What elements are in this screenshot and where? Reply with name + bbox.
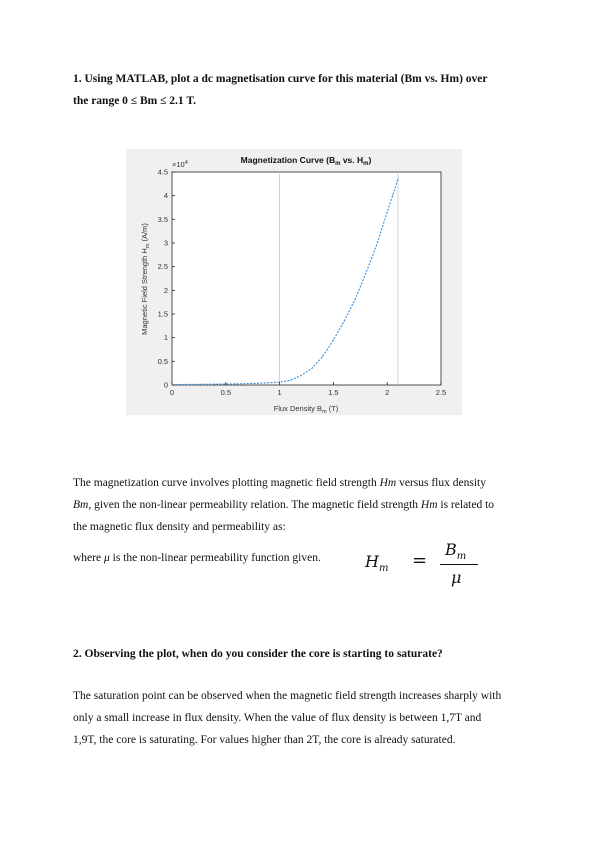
- plot-area: [172, 172, 441, 385]
- y-tick-label: 4: [163, 191, 168, 201]
- data-point: [322, 356, 323, 357]
- x-tick-label: 2: [385, 388, 390, 397]
- data-point: [344, 321, 345, 322]
- y-exponent-label: $\times 10^4$: [172, 160, 188, 169]
- data-point: [172, 384, 173, 385]
- data-point: [193, 384, 194, 385]
- paragraph-1-line-3: the magnetic flux density and permeability as:: [73, 521, 286, 533]
- question-1-line-1: 1. Using MATLAB, plot a dc magnetisation curve for this material (Bm vs. Hm) over: [73, 73, 488, 85]
- x-tick-label: 0.5: [220, 388, 232, 397]
- formula-numerator: $B_m$: [445, 540, 467, 563]
- data-point: [279, 382, 280, 383]
- data-point: [354, 299, 355, 300]
- data-point: [365, 273, 366, 274]
- answer-line-3: 1,9T, the core is saturating. For values higher than 2T, the core is already saturated.: [73, 734, 456, 746]
- data-point: [311, 368, 312, 369]
- answer-line-1: The saturation point can be observed when the magnetic field strength increases sharply with: [73, 690, 502, 702]
- x-tick-label: 1: [277, 388, 282, 397]
- paragraph-1-line-2: Bm, given the non-linear permeability relation. The magnetic field strength Hm is related to: [73, 499, 495, 511]
- data-point: [387, 212, 388, 213]
- y-tick-label: 1.5: [157, 309, 168, 319]
- x-tick-label: 0: [169, 388, 175, 397]
- data-point: [215, 384, 216, 385]
- formula-lhs: $H_m$: [365, 552, 389, 575]
- data-point: [392, 195, 393, 196]
- x-tick-label: 2.5: [435, 388, 447, 397]
- y-tick-label: 0: [163, 380, 168, 390]
- data-point: [301, 375, 302, 376]
- y-tick-label: 2: [163, 285, 168, 295]
- magnetization-chart: [126, 149, 462, 415]
- formula-denominator: μ: [451, 568, 462, 587]
- paragraph-1-line-1: The magnetization curve involves plotting magnetic field strength Hm versus flux density: [73, 477, 486, 489]
- chart-title: Magnetization Curve ($B_m$ vs. $H_m$): [240, 155, 372, 167]
- data-point: [376, 245, 377, 246]
- answer-paragraph: [73, 685, 528, 751]
- y-tick-label: 2.5: [157, 262, 168, 272]
- y-axis-label: Magnetic Field Strength $H_m$ (A/m): [140, 223, 151, 335]
- x-tick-label: 1.5: [328, 388, 339, 397]
- question-1-line-2: the range 0 ≤ Bm ≤ 2.1 T.: [73, 95, 197, 107]
- chart-svg: [126, 149, 462, 415]
- y-tick-label: 1: [163, 333, 168, 343]
- answer-line-2: only a small increase in flux density. When the value of flux density is between 1,7T and: [73, 712, 482, 724]
- y-tick-label: 0.5: [157, 356, 168, 366]
- x-axis-label: Flux Density $B_m$ (T): [273, 404, 339, 415]
- fraction-bar: [440, 564, 478, 565]
- y-tick-label: 4.5: [157, 167, 168, 177]
- data-point: [290, 380, 291, 381]
- data-point: [258, 383, 259, 384]
- y-tick-label: 3: [163, 238, 168, 248]
- data-point: [333, 340, 334, 341]
- paragraph-2: where μ is the non-linear permeability function given.: [73, 552, 321, 564]
- data-point: [236, 383, 237, 384]
- formula-equals: =: [412, 550, 428, 571]
- data-point: [397, 179, 398, 180]
- paragraph-1: [73, 472, 528, 538]
- y-tick-label: 3.5: [157, 214, 168, 224]
- question-2: 2. Observing the plot, when do you consider the core is starting to saturate?: [73, 648, 443, 660]
- question-1: [73, 68, 533, 112]
